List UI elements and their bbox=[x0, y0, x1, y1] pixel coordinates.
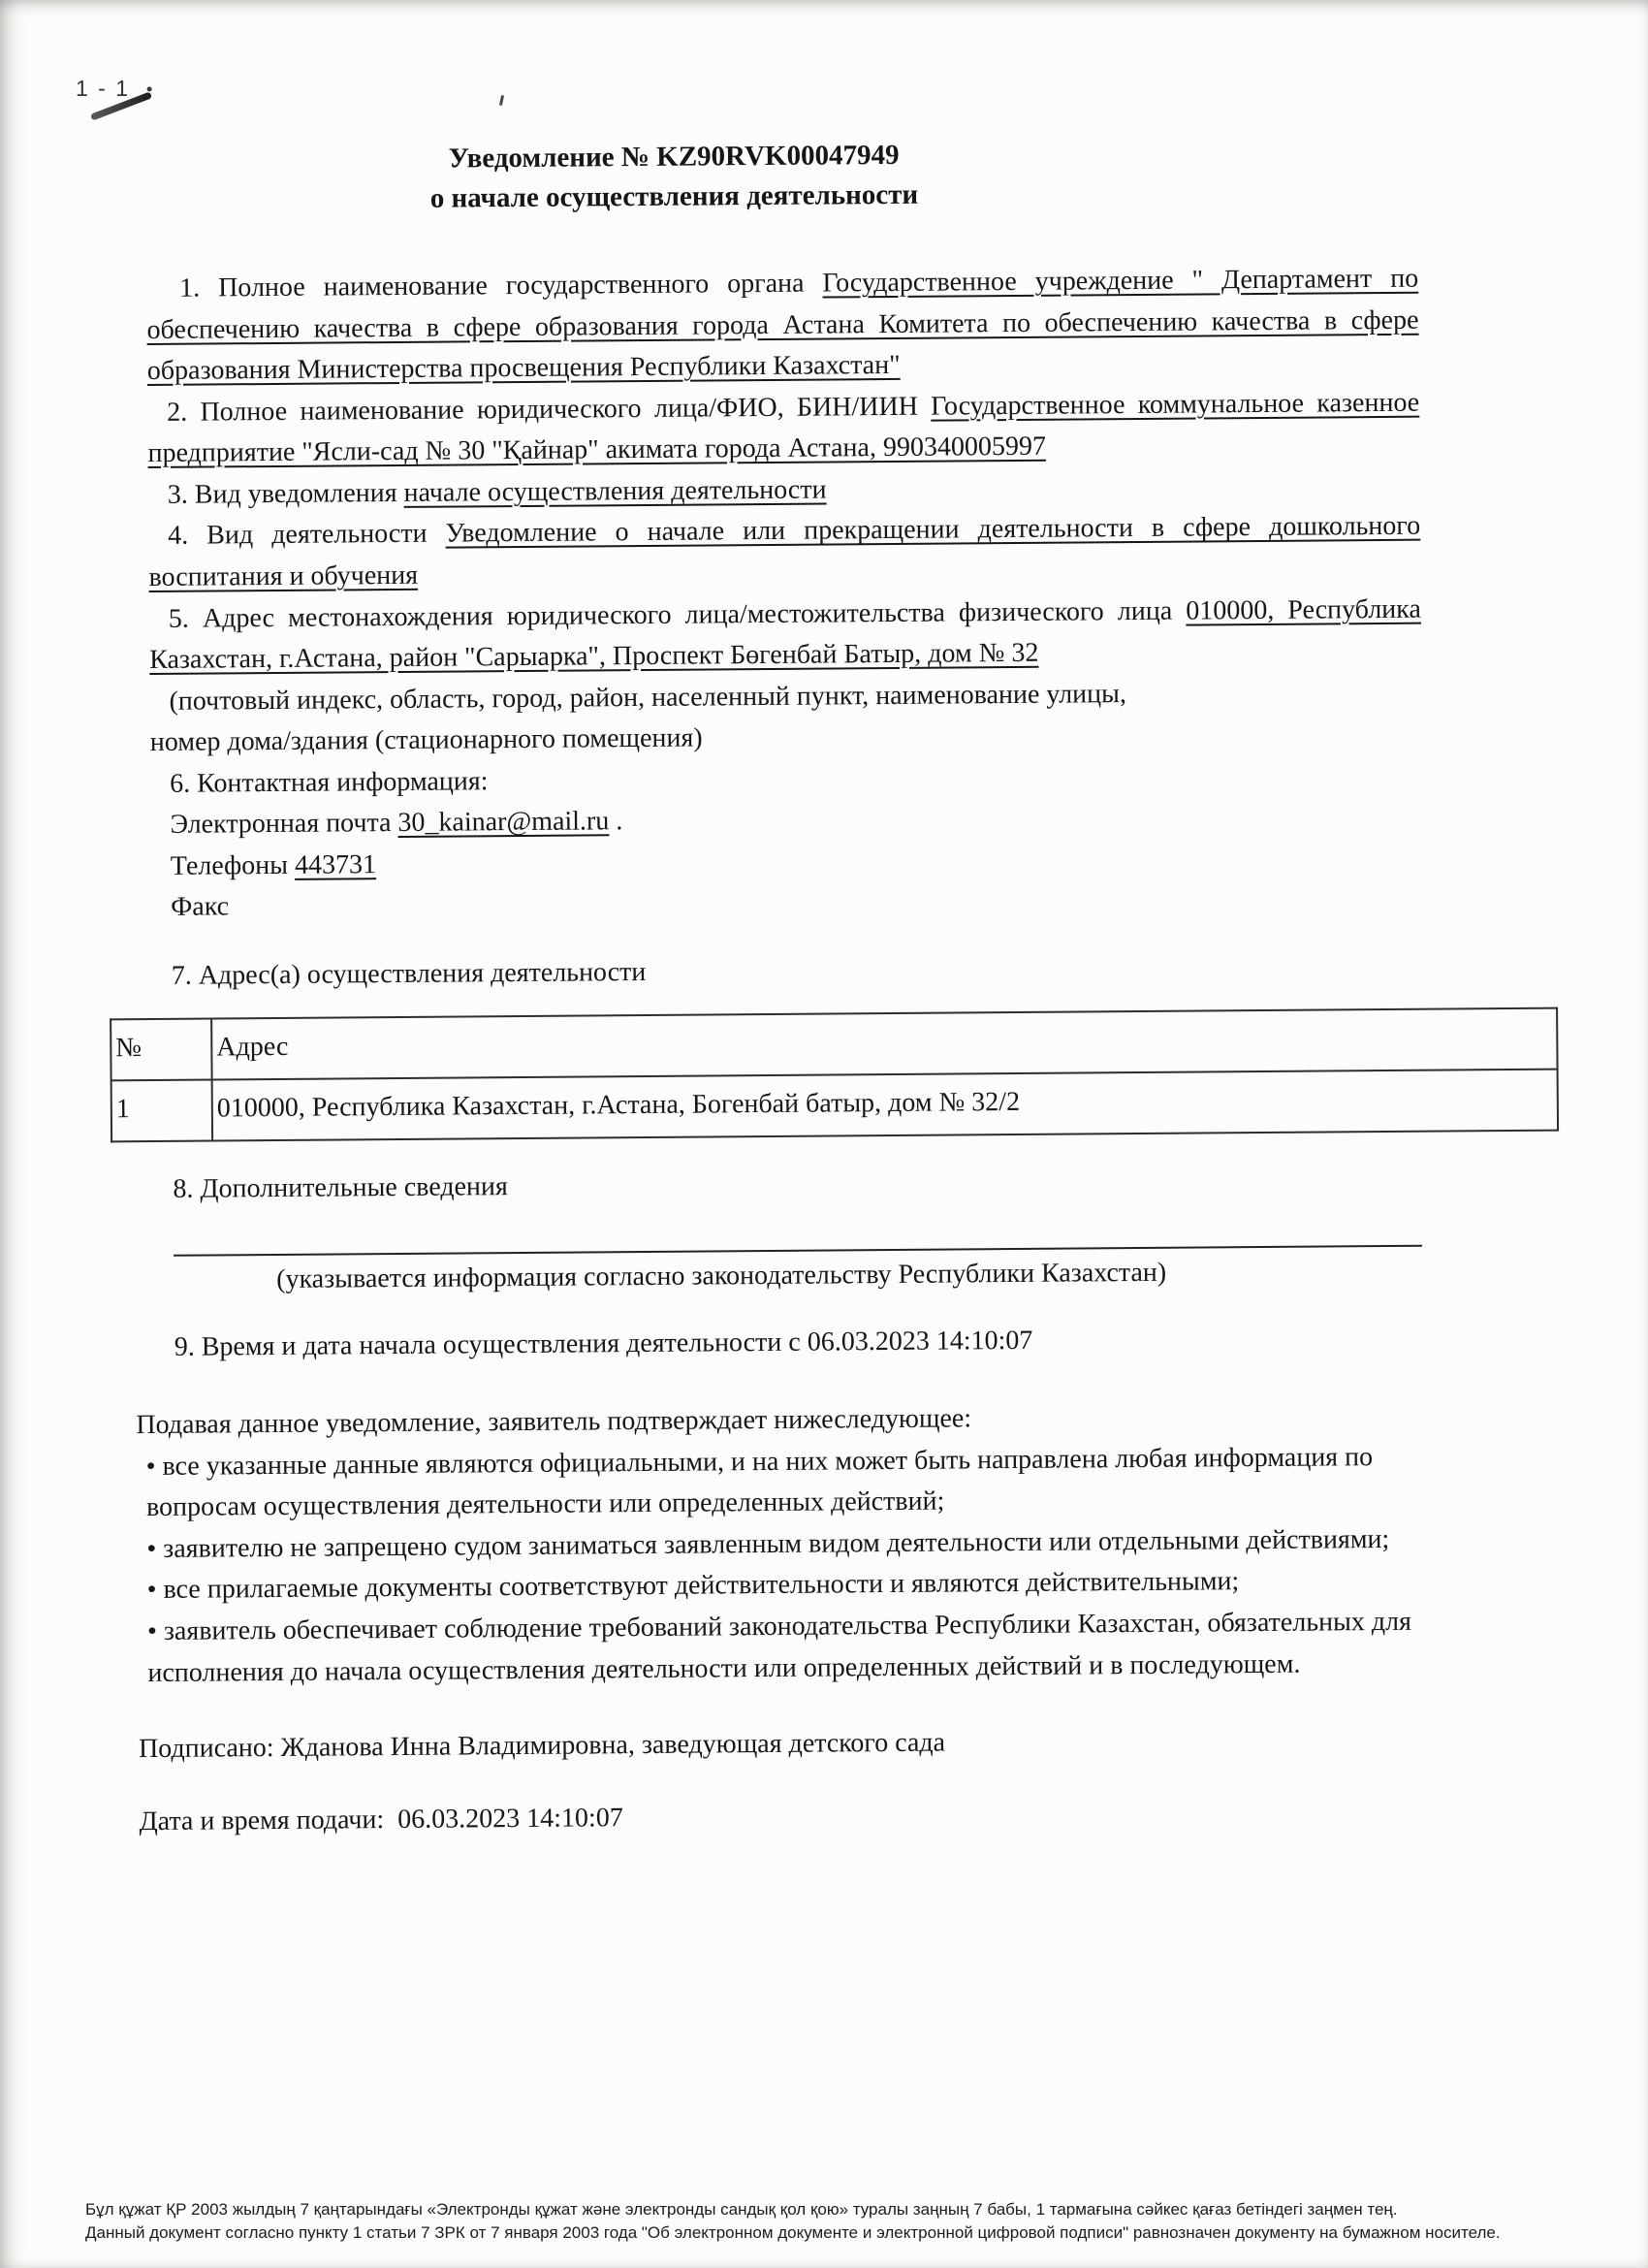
field-legal-entity-value: Государственное коммунальное казенное предприятие "Ясли-сад № 30 "Қайнар" акимата города Астана, 990340005997 bbox=[147, 387, 1420, 469]
email-suffix: . bbox=[609, 806, 623, 837]
phone-value: 443731 bbox=[294, 848, 377, 880]
title-line-2: о начале осуществления деятельности bbox=[429, 178, 919, 214]
scan-speck bbox=[499, 95, 504, 106]
legal-footer-russian: Данный документ согласно пункту 1 статьи 7 ЗРК от 7 января 2003 года "Об электронном документе и электронной цифровой подписи" равнозначен документу на бумажном носителе. bbox=[85, 2223, 1501, 2243]
confirmation-block bbox=[136, 1395, 1431, 1842]
table-header-row bbox=[111, 1008, 1557, 1080]
field-notification-type-value: начале осуществления деятельности bbox=[403, 474, 827, 508]
legal-footer bbox=[85, 2198, 1622, 2245]
field-notification-type-label: 3. Вид уведомления bbox=[167, 477, 404, 510]
field-legal-address bbox=[149, 589, 1422, 681]
document-title bbox=[145, 133, 1203, 220]
signed-by-line: Подписано: Жданова Инна Владимировна, заведующая детского сада bbox=[138, 1727, 946, 1765]
confirmation-intro: Подавая данное уведомление, заявитель подтверждает нижеследующее: bbox=[136, 1403, 972, 1441]
field-authority-name bbox=[146, 259, 1419, 393]
additional-info-note: (указывается информация согласно законодательству Республики Казахстан) bbox=[276, 1257, 1167, 1295]
phone-label: Телефоны bbox=[170, 849, 296, 881]
field-activity-type-label: 4. Вид деятельности bbox=[168, 519, 446, 552]
email-value: 30_kainar@mail.ru bbox=[397, 806, 610, 839]
table-row bbox=[111, 1070, 1558, 1141]
address-explanation-note: (почтовый индекс, область, город, район, населенный пункт, наименование улицы, номер дома/здания (стационарного помещения) bbox=[149, 678, 1126, 758]
document-content bbox=[115, 132, 1431, 1842]
field-legal-entity-label: 2. Полное наименование юридического лица/ФИО, БИН/ИИН bbox=[167, 391, 932, 428]
field-authority-label: 1. Полное наименование государственного органа bbox=[179, 268, 823, 303]
title-line-1: Уведомление № KZ90RVK00047949 bbox=[448, 139, 900, 175]
start-datetime-line: 9. Время и дата начала осуществления деятельности с 06.03.2023 14:10:07 bbox=[174, 1325, 1033, 1362]
field-activity-type bbox=[148, 506, 1421, 598]
confirmation-bullet-1: • все указанные данные являются официальными, и на них может быть направлена любая информация по вопросам осуществления деятельности или определенных действий; bbox=[137, 1436, 1429, 1529]
contact-info-heading: 6. Контактная информация: bbox=[170, 765, 489, 799]
legal-footer-kazakh: Бұл құжат ҚР 2003 жылдың 7 қаңтарындағы «Электронды құжат және электронды сандық қол қою» туралы заңның 7 бабы, 1 тармағына сәйкес қағаз бетіндегі заңмен тең. bbox=[85, 2200, 1398, 2220]
table-cell-address: 010000, Республика Казахстан, г.Астана, Богенбай батыр, дом № 32/2 bbox=[212, 1070, 1558, 1140]
table-header-address: Адрес bbox=[211, 1008, 1557, 1079]
table-header-number: № bbox=[111, 1019, 211, 1080]
table-cell-number: 1 bbox=[111, 1080, 212, 1141]
email-label: Электронная почта bbox=[170, 808, 398, 841]
field-legal-entity bbox=[147, 383, 1420, 475]
confirmation-bullet-3: • все прилагаемые документы соответствуют действительности и являются действительными; bbox=[138, 1560, 1429, 1612]
submission-datetime-line: Дата и время подачи: 06.03.2023 14:10:07 bbox=[139, 1802, 623, 1837]
field-authority-value: Государственное учреждение " Департамент по обеспечению качества в сфере образования города Астана Комитета по обеспечению качества в сфере образования Министерства просвещения Республики Казахстан" bbox=[146, 263, 1419, 387]
fax-line: Факс bbox=[171, 891, 230, 923]
activity-address-table bbox=[110, 1007, 1559, 1142]
confirmation-bullet-2: • заявителю не запрещено судом заниматься заявленным видом деятельности или отдельными действиями; bbox=[137, 1519, 1428, 1571]
page-number-mark: 1 - 1 bbox=[76, 76, 131, 101]
activity-addresses-heading: 7. Адрес(а) осуществления деятельности bbox=[171, 956, 647, 991]
field-activity-type-value: Уведомление о начале или прекращении деятельности в сфере дошкольного воспитания и обучения bbox=[148, 511, 1421, 593]
additional-info-heading: 8. Дополнительные сведения bbox=[173, 1170, 508, 1204]
field-legal-address-label: 5. Адрес местонахождения юридического лица/местожительства физического лица bbox=[168, 595, 1187, 634]
field-legal-address-value: 010000, Республика Казахстан, г.Астана, район "Сарыарка", Проспект Бөгенбай Батыр, дом № 32 bbox=[149, 593, 1421, 676]
confirmation-bullet-4: • заявитель обеспечивает соблюдение требований законодательства Республики Казахстан, обязательных для исполнения до начала осуществления деятельности или определенных действий и в последующем. bbox=[138, 1602, 1430, 1695]
